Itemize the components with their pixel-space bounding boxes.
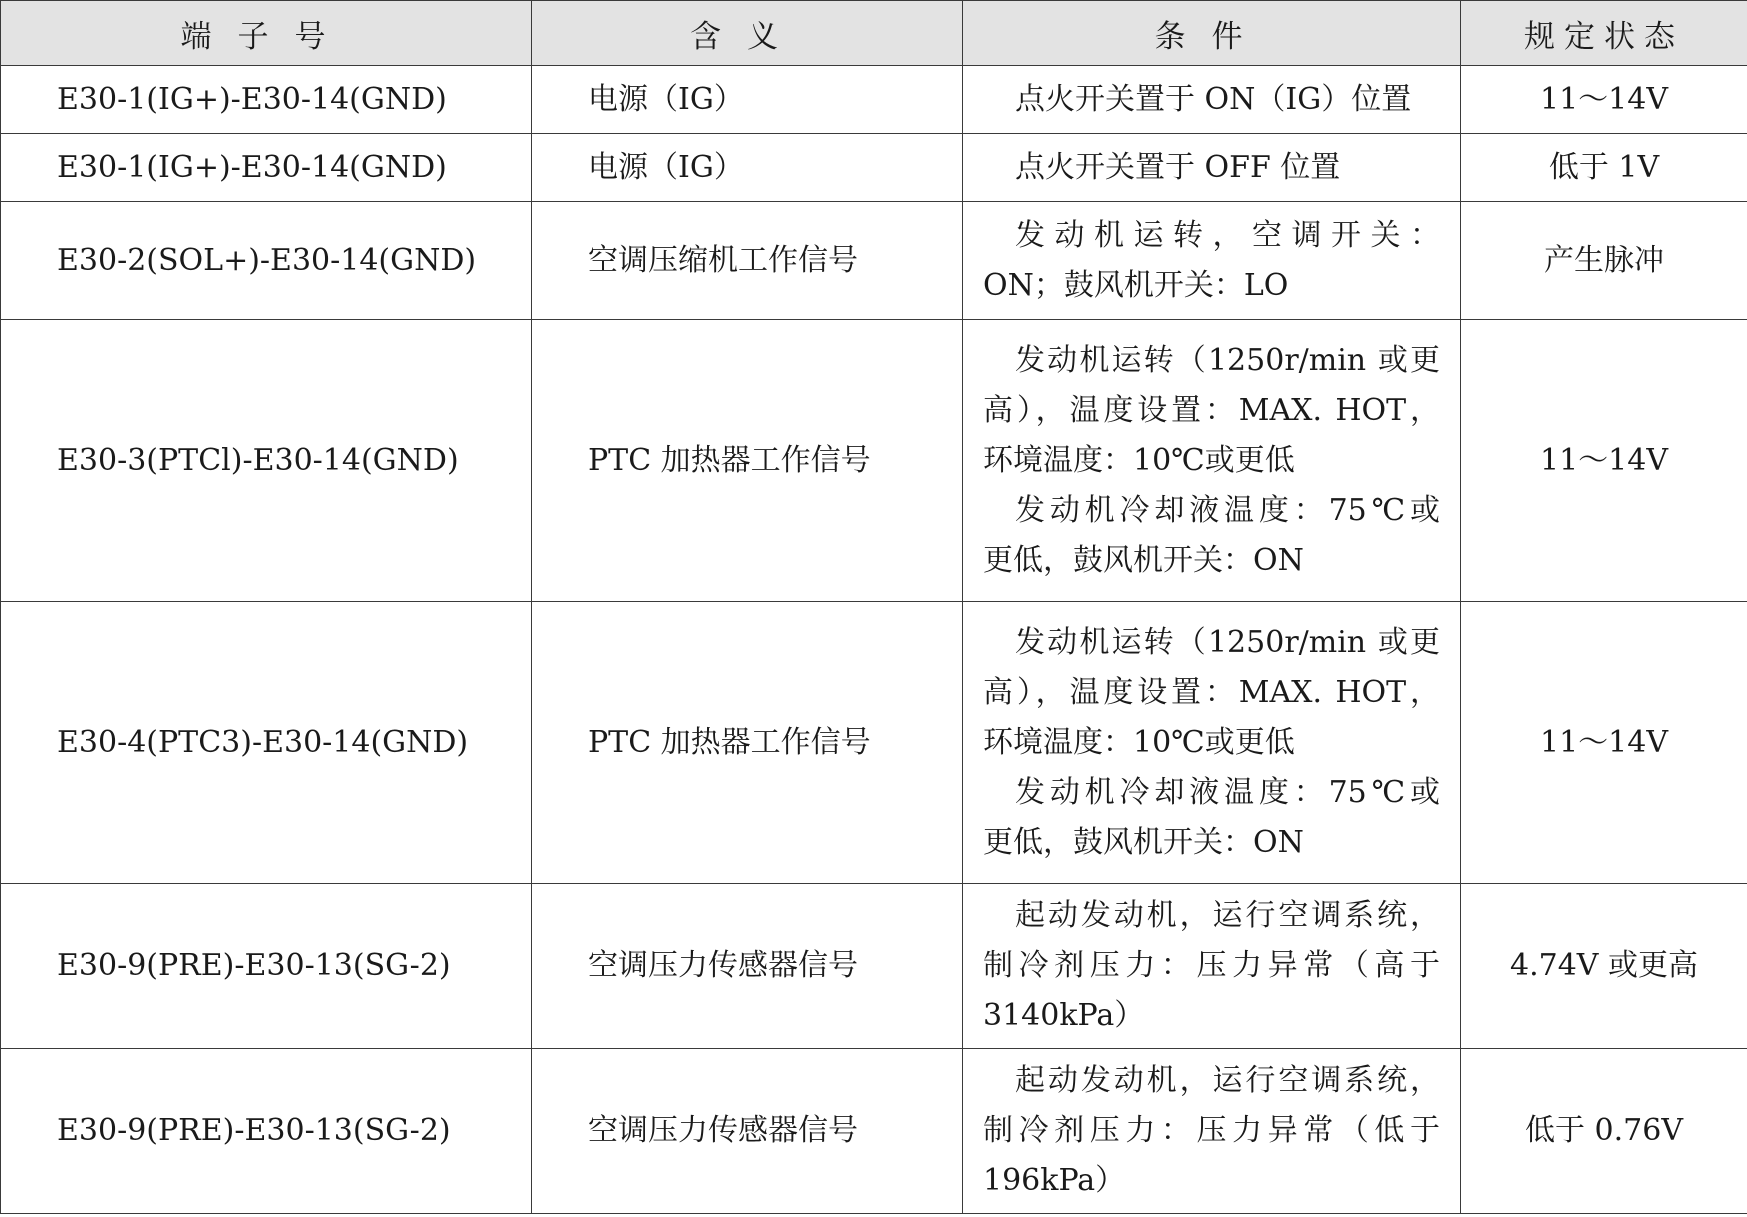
- condition-cell: [963, 1049, 1461, 1214]
- condition-line: 发动机运转（1250r/min 或更: [1015, 624, 1440, 660]
- condition-line: 更低，鼓风机开关：ON: [983, 542, 1304, 578]
- terminal-cell: E30-2(SOL+)-E30-14(GND): [1, 202, 532, 320]
- terminal-cell: E30-4(PTC3)-E30-14(GND): [1, 602, 532, 884]
- header-state: 规定状态: [1461, 1, 1747, 66]
- condition-line: 3140kPa）: [983, 998, 1145, 1033]
- terminal-cell: E30-1(IG+)-E30-14(GND): [1, 134, 532, 202]
- table-header: [1, 1, 1747, 66]
- table-body: [1, 66, 1747, 1214]
- condition-line: 更低，鼓风机开关：ON: [983, 824, 1304, 860]
- condition-cell: [963, 602, 1461, 884]
- state-cell: 11～14V: [1461, 602, 1747, 884]
- terminal-cell: E30-3(PTCl)-E30-14(GND): [1, 320, 532, 602]
- condition-line: 环境温度：10℃或更低: [983, 724, 1295, 760]
- meaning-cell: 电源（IG）: [532, 134, 963, 202]
- header-condition: 条件: [963, 1, 1461, 66]
- condition-line: 高），温度设置：MAX. HOT，: [983, 392, 1440, 428]
- condition-line: 发动机冷却液温度：75℃或: [1015, 492, 1440, 528]
- condition-cell: [963, 202, 1461, 320]
- condition-cell: [963, 884, 1461, 1049]
- condition-line: 发动机运转（1250r/min 或更: [1015, 342, 1440, 378]
- meaning-cell: 空调压缩机工作信号: [532, 202, 963, 320]
- state-cell: 4.74V 或更高: [1461, 884, 1747, 1049]
- condition-line: 高），温度设置：MAX. HOT，: [983, 674, 1440, 710]
- condition-line: 发动机运转，空调开关：: [1015, 217, 1440, 253]
- condition-line: 环境温度：10℃或更低: [983, 442, 1295, 478]
- condition-line: 点火开关置于 OFF 位置: [1015, 149, 1341, 185]
- table-row: [1, 1049, 1747, 1214]
- condition-line: 制冷剂压力：压力异常（低于: [983, 1113, 1440, 1148]
- state-cell: 11～14V: [1461, 320, 1747, 602]
- condition-line: 196kPa）: [983, 1163, 1126, 1198]
- state-cell: 低于 1V: [1461, 134, 1747, 202]
- terminal-cell: E30-9(PRE)-E30-13(SG-2): [1, 1049, 532, 1214]
- header-meaning: 含义: [532, 1, 963, 66]
- meaning-cell: 空调压力传感器信号: [532, 884, 963, 1049]
- state-cell: 产生脉冲: [1461, 202, 1747, 320]
- meaning-cell: PTC 加热器工作信号: [532, 602, 963, 884]
- header-terminal: 端子号: [1, 1, 532, 66]
- condition-line: 发动机冷却液温度：75℃或: [1015, 774, 1440, 810]
- condition-line: 起动发动机，运行空调系统，: [1015, 1063, 1440, 1098]
- terminal-cell: E30-9(PRE)-E30-13(SG-2): [1, 884, 532, 1049]
- condition-cell: [963, 134, 1461, 202]
- condition-line: 制冷剂压力：压力异常（高于: [983, 948, 1440, 983]
- terminal-cell: E30-1(IG+)-E30-14(GND): [1, 66, 532, 134]
- table-row: [1, 202, 1747, 320]
- condition-line: 点火开关置于 ON（IG）位置: [1015, 81, 1412, 117]
- header-row: [1, 1, 1747, 66]
- state-cell: 低于 0.76V: [1461, 1049, 1747, 1214]
- table-row: [1, 884, 1747, 1049]
- table-row: [1, 66, 1747, 134]
- table-row: [1, 134, 1747, 202]
- table-row: [1, 320, 1747, 602]
- meaning-cell: PTC 加热器工作信号: [532, 320, 963, 602]
- condition-line: ON；鼓风机开关：LO: [983, 267, 1289, 303]
- meaning-cell: 电源（IG）: [532, 66, 963, 134]
- table-row: [1, 602, 1747, 884]
- condition-cell: [963, 66, 1461, 134]
- condition-cell: [963, 320, 1461, 602]
- state-cell: 11～14V: [1461, 66, 1747, 134]
- meaning-cell: 空调压力传感器信号: [532, 1049, 963, 1214]
- condition-line: 起动发动机，运行空调系统，: [1015, 898, 1440, 933]
